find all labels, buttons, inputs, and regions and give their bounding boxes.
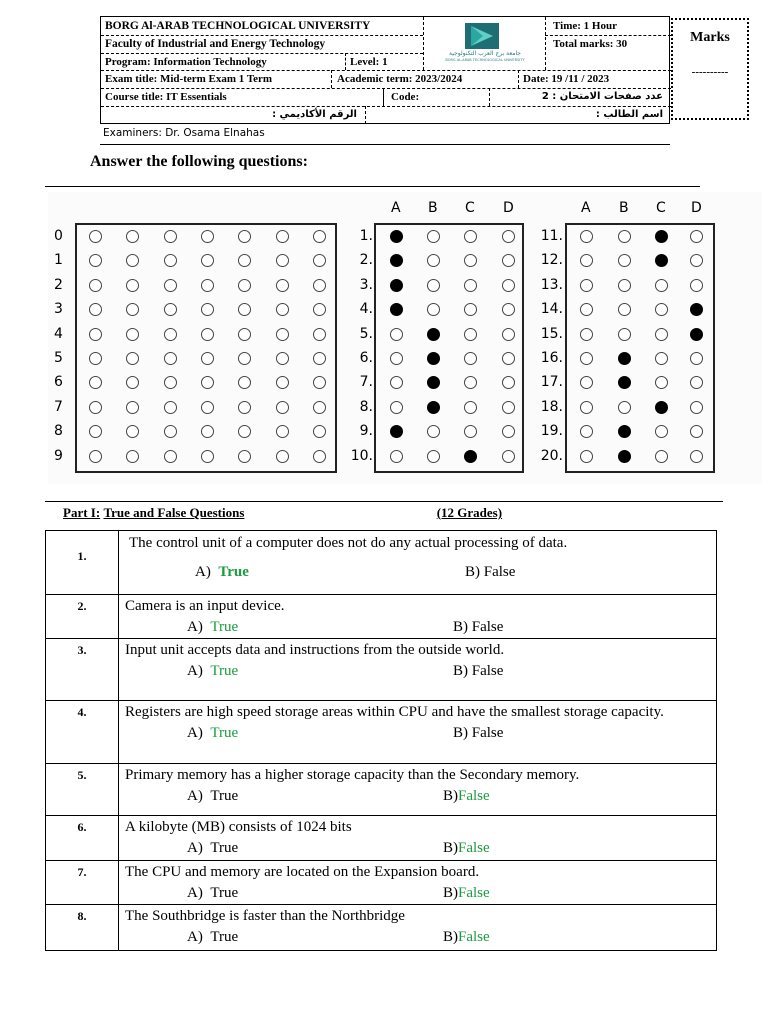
instruction-text: Answer the following questions: bbox=[90, 153, 308, 170]
question-cell bbox=[119, 639, 717, 701]
column-header: A bbox=[391, 200, 401, 216]
answer-bubble[interactable] bbox=[580, 401, 593, 414]
total-marks: Total marks: 30 bbox=[553, 38, 628, 50]
id-bubble[interactable] bbox=[89, 230, 102, 243]
id-digit-label: 2 bbox=[54, 276, 63, 293]
answer-bubble[interactable] bbox=[502, 352, 515, 365]
question-number: 17. bbox=[540, 374, 563, 391]
answer-options bbox=[119, 722, 716, 744]
id-bubble[interactable] bbox=[313, 279, 326, 292]
id-digit-label: 1 bbox=[54, 252, 63, 269]
id-bubble[interactable] bbox=[238, 401, 251, 414]
question-cell bbox=[119, 905, 717, 951]
id-bubble[interactable] bbox=[164, 328, 177, 341]
option-b[interactable]: B) False bbox=[453, 663, 504, 679]
id-bubble[interactable] bbox=[164, 254, 177, 267]
id-bubble[interactable] bbox=[126, 328, 139, 341]
answer-bubble[interactable] bbox=[618, 450, 631, 463]
answer-bubble[interactable] bbox=[464, 450, 477, 463]
code-label: Code: bbox=[391, 91, 420, 103]
id-bubble[interactable] bbox=[276, 425, 289, 438]
answer-bubble[interactable] bbox=[690, 352, 703, 365]
question-number: 1. bbox=[359, 228, 373, 244]
question-number: 6. bbox=[359, 350, 373, 366]
question-number: 20. bbox=[540, 447, 563, 464]
answer-bubble[interactable] bbox=[655, 401, 668, 414]
answer-bubble[interactable] bbox=[390, 328, 403, 341]
id-bubble[interactable] bbox=[276, 328, 289, 341]
part1-label: Part I: bbox=[63, 505, 101, 520]
part1-grades: (12 Grades) bbox=[436, 505, 503, 520]
option-b[interactable]: B)False bbox=[443, 929, 490, 945]
answer-bubble[interactable] bbox=[502, 279, 515, 292]
question-number: 16. bbox=[540, 350, 563, 366]
answer-bubble[interactable] bbox=[690, 279, 703, 292]
answer-bubble[interactable] bbox=[618, 230, 631, 243]
question-number: 7. bbox=[46, 861, 119, 905]
answer-bubble[interactable] bbox=[580, 352, 593, 365]
answer-bubble[interactable] bbox=[464, 352, 477, 365]
question-text: Input unit accepts data and instructions from the outside world. bbox=[125, 642, 505, 658]
id-bubble[interactable] bbox=[313, 230, 326, 243]
id-digit-label: 4 bbox=[54, 325, 63, 342]
marks-label: Marks bbox=[690, 30, 730, 45]
question-number: 7. bbox=[359, 374, 373, 391]
answer-bubble[interactable] bbox=[580, 230, 593, 243]
answer-bubble[interactable] bbox=[618, 352, 631, 365]
option-a[interactable]: A) True bbox=[187, 929, 239, 945]
option-b[interactable]: B)False bbox=[443, 885, 490, 901]
pages-count-ar: عدد صفحات الامتحان : 2 bbox=[541, 91, 663, 102]
logo-arabic-text: جامعة برج العرب التكنولوجية bbox=[449, 50, 521, 57]
id-bubble[interactable] bbox=[89, 401, 102, 414]
id-digit-label: 6 bbox=[54, 374, 63, 391]
part1-heading bbox=[63, 505, 502, 521]
question-number: 9. bbox=[359, 423, 373, 440]
answer-bubble[interactable] bbox=[390, 352, 403, 365]
id-bubble[interactable] bbox=[164, 450, 177, 463]
question-cell bbox=[119, 816, 717, 861]
question-number: 3. bbox=[359, 276, 373, 293]
question-text: A kilobyte (MB) consists of 1024 bits bbox=[125, 819, 352, 835]
id-bubble[interactable] bbox=[164, 425, 177, 438]
id-bubble[interactable] bbox=[201, 328, 214, 341]
question-number: 2. bbox=[46, 595, 119, 639]
question-cell bbox=[119, 701, 717, 764]
question-cell bbox=[119, 764, 717, 816]
id-digit-label: 0 bbox=[54, 228, 63, 244]
marks-box bbox=[671, 18, 749, 120]
bubble-answer-sheet bbox=[48, 192, 762, 484]
answer-bubble[interactable] bbox=[690, 450, 703, 463]
answer-bubble[interactable] bbox=[390, 401, 403, 414]
id-bubble[interactable] bbox=[238, 450, 251, 463]
column-header: A bbox=[581, 200, 591, 216]
course-title: Course title: IT Essentials bbox=[105, 91, 227, 103]
answer-bubble[interactable] bbox=[464, 401, 477, 414]
id-bubble[interactable] bbox=[276, 401, 289, 414]
id-bubble[interactable] bbox=[276, 376, 289, 389]
answer-options bbox=[119, 837, 716, 859]
question-number: 18. bbox=[540, 398, 563, 415]
part1-divider bbox=[45, 501, 723, 502]
question-cell bbox=[119, 595, 717, 639]
option-a[interactable]: A) True bbox=[187, 840, 239, 856]
answer-options bbox=[119, 882, 716, 904]
id-digit-label: 3 bbox=[54, 301, 63, 318]
option-a[interactable]: A) True bbox=[187, 788, 239, 804]
question-number: 13. bbox=[540, 276, 563, 293]
university-name: BORG Al-ARAB TECHNOLOGICAL UNIVERSITY bbox=[105, 20, 371, 32]
id-bubble[interactable] bbox=[89, 328, 102, 341]
option-a[interactable]: A) True bbox=[187, 885, 239, 901]
id-bubble[interactable] bbox=[201, 425, 214, 438]
answer-bubble[interactable] bbox=[502, 450, 515, 463]
university-logo-icon bbox=[465, 23, 499, 49]
option-b[interactable]: B) False bbox=[465, 564, 516, 580]
exam-header bbox=[100, 16, 670, 124]
question-row bbox=[46, 531, 717, 595]
answer-bubble[interactable] bbox=[427, 352, 440, 365]
option-a[interactable]: A) True bbox=[195, 564, 249, 580]
question-number: 8. bbox=[359, 398, 373, 415]
answer-bubble[interactable] bbox=[390, 230, 403, 243]
answer-bubble[interactable] bbox=[655, 450, 668, 463]
level-label: Level: 1 bbox=[350, 56, 388, 68]
question-row bbox=[46, 639, 717, 701]
question-row bbox=[46, 861, 717, 905]
answer-bubble[interactable] bbox=[690, 401, 703, 414]
column-header: C bbox=[465, 200, 475, 216]
answer-bubble[interactable] bbox=[390, 279, 403, 292]
id-bubble[interactable] bbox=[313, 328, 326, 341]
question-number: 10. bbox=[350, 447, 373, 464]
id-bubble[interactable] bbox=[164, 303, 177, 316]
true-false-table bbox=[45, 530, 717, 951]
answer-options bbox=[119, 660, 716, 682]
option-a[interactable]: A) True bbox=[187, 725, 239, 741]
answer-bubble[interactable] bbox=[427, 279, 440, 292]
academic-number-ar: الرقم الأكاديمي : bbox=[272, 109, 357, 120]
id-digit-label: 9 bbox=[54, 447, 63, 464]
question-cell bbox=[119, 861, 717, 905]
faculty-name: Faculty of Industrial and Energy Technology bbox=[105, 38, 326, 50]
question-number: 5. bbox=[359, 325, 373, 342]
answer-bubble[interactable] bbox=[580, 450, 593, 463]
id-bubble[interactable] bbox=[276, 254, 289, 267]
id-bubble[interactable] bbox=[164, 352, 177, 365]
id-bubble[interactable] bbox=[126, 450, 139, 463]
student-name-ar: اسم الطالب : bbox=[595, 109, 663, 120]
answer-bubble[interactable] bbox=[690, 328, 703, 341]
column-header: B bbox=[619, 200, 629, 216]
answer-bubble[interactable] bbox=[502, 230, 515, 243]
program-label: Program: Information Technology bbox=[105, 56, 267, 68]
id-digit-label: 5 bbox=[54, 350, 63, 366]
option-a[interactable]: A) True bbox=[187, 663, 239, 679]
question-number: 4. bbox=[46, 701, 119, 764]
question-text: Registers are high speed storage areas within CPU and have the smallest storage capacity. bbox=[125, 704, 664, 720]
id-bubble[interactable] bbox=[276, 230, 289, 243]
id-bubble[interactable] bbox=[238, 279, 251, 292]
answer-bubble[interactable] bbox=[427, 230, 440, 243]
column-header: D bbox=[691, 200, 702, 216]
answer-bubble[interactable] bbox=[655, 279, 668, 292]
question-row bbox=[46, 816, 717, 861]
answer-bubble[interactable] bbox=[464, 328, 477, 341]
part1-title: True and False Questions bbox=[103, 505, 245, 520]
answer-bubble[interactable] bbox=[618, 401, 631, 414]
id-bubble[interactable] bbox=[276, 352, 289, 365]
question-text: The Southbridge is faster than the Northbridge bbox=[125, 908, 405, 924]
answer-bubble[interactable] bbox=[427, 401, 440, 414]
academic-term: Academic term: 2023/2024 bbox=[337, 73, 463, 85]
answer-bubble[interactable] bbox=[618, 279, 631, 292]
id-bubble[interactable] bbox=[276, 450, 289, 463]
id-bubble[interactable] bbox=[313, 303, 326, 316]
answer-bubble[interactable] bbox=[655, 352, 668, 365]
answer-bubble[interactable] bbox=[580, 279, 593, 292]
id-bubble[interactable] bbox=[89, 450, 102, 463]
answer-options bbox=[119, 785, 716, 807]
answer-bubble[interactable] bbox=[502, 328, 515, 341]
answer-bubble[interactable] bbox=[427, 450, 440, 463]
answer-bubble[interactable] bbox=[427, 328, 440, 341]
option-b[interactable]: B)False bbox=[443, 840, 490, 856]
id-bubble[interactable] bbox=[89, 352, 102, 365]
question-number: 5. bbox=[46, 764, 119, 816]
answer-bubble[interactable] bbox=[690, 230, 703, 243]
id-bubble[interactable] bbox=[164, 279, 177, 292]
column-header: B bbox=[428, 200, 438, 216]
question-text: The control unit of a computer does not do any actual processing of data. bbox=[129, 535, 568, 551]
question-row bbox=[46, 764, 717, 816]
answer-options bbox=[119, 926, 716, 948]
id-bubble[interactable] bbox=[276, 279, 289, 292]
id-bubble[interactable] bbox=[164, 376, 177, 389]
id-bubble[interactable] bbox=[313, 450, 326, 463]
id-bubble[interactable] bbox=[313, 352, 326, 365]
id-bubble[interactable] bbox=[313, 425, 326, 438]
question-number: 6. bbox=[46, 816, 119, 861]
column-header: D bbox=[503, 200, 514, 216]
question-number: 3. bbox=[46, 639, 119, 701]
id-bubble[interactable] bbox=[201, 450, 214, 463]
option-a[interactable]: A) True bbox=[187, 619, 239, 635]
logo-english-text: BORG AL-ARAB TECHNOLOGICAL UNIVERSITY bbox=[445, 58, 525, 62]
question-row bbox=[46, 595, 717, 639]
id-bubble[interactable] bbox=[201, 303, 214, 316]
answer-bubble[interactable] bbox=[655, 230, 668, 243]
answer-options bbox=[119, 561, 716, 583]
question-number: 12. bbox=[540, 252, 563, 269]
exam-time: Time: 1 Hour bbox=[553, 20, 617, 32]
id-bubble[interactable] bbox=[276, 303, 289, 316]
answer-bubble[interactable] bbox=[390, 450, 403, 463]
id-bubble[interactable] bbox=[89, 279, 102, 292]
question-cell bbox=[119, 531, 717, 595]
column-header: C bbox=[656, 200, 666, 216]
id-bubble[interactable] bbox=[201, 352, 214, 365]
question-number: 15. bbox=[540, 325, 563, 342]
option-b[interactable]: B) False bbox=[453, 619, 504, 635]
question-number: 4. bbox=[359, 301, 373, 318]
id-bubble[interactable] bbox=[238, 328, 251, 341]
exam-title: Exam title: Mid-term Exam 1 Term bbox=[105, 73, 273, 85]
question-number: 19. bbox=[540, 423, 563, 440]
exam-date: Date: 19 /11 / 2023 bbox=[523, 73, 610, 85]
question-number: 2. bbox=[359, 252, 373, 269]
answer-bubble[interactable] bbox=[580, 328, 593, 341]
instruction-divider bbox=[45, 186, 700, 187]
question-number: 8. bbox=[46, 905, 119, 951]
id-digit-label: 7 bbox=[54, 398, 63, 415]
id-bubble[interactable] bbox=[164, 230, 177, 243]
id-bubble[interactable] bbox=[201, 279, 214, 292]
id-bubble[interactable] bbox=[164, 401, 177, 414]
examiners: Examiners: Dr. Osama Elnahas bbox=[103, 127, 265, 139]
id-bubble[interactable] bbox=[313, 401, 326, 414]
answer-bubble[interactable] bbox=[464, 279, 477, 292]
option-b[interactable]: B)False bbox=[443, 788, 490, 804]
answer-bubble[interactable] bbox=[464, 230, 477, 243]
id-bubble[interactable] bbox=[201, 230, 214, 243]
question-number: 11. bbox=[540, 228, 563, 244]
answer-bubble[interactable] bbox=[655, 328, 668, 341]
question-text: Camera is an input device. bbox=[125, 598, 285, 614]
question-number: 14. bbox=[540, 301, 563, 318]
question-number: 1. bbox=[46, 531, 119, 595]
header-divider bbox=[100, 144, 670, 145]
question-text: The CPU and memory are located on the Expansion board. bbox=[125, 864, 480, 880]
question-row bbox=[46, 701, 717, 764]
answer-bubble[interactable] bbox=[502, 401, 515, 414]
answer-bubble[interactable] bbox=[618, 328, 631, 341]
question-row bbox=[46, 905, 717, 951]
id-bubble[interactable] bbox=[201, 401, 214, 414]
id-digit-label: 8 bbox=[54, 423, 63, 440]
option-b[interactable]: B) False bbox=[453, 725, 504, 741]
answer-options bbox=[119, 616, 716, 638]
marks-blank: ---------- bbox=[691, 66, 729, 78]
question-text: Primary memory has a higher storage capacity than the Secondary memory. bbox=[125, 767, 580, 783]
